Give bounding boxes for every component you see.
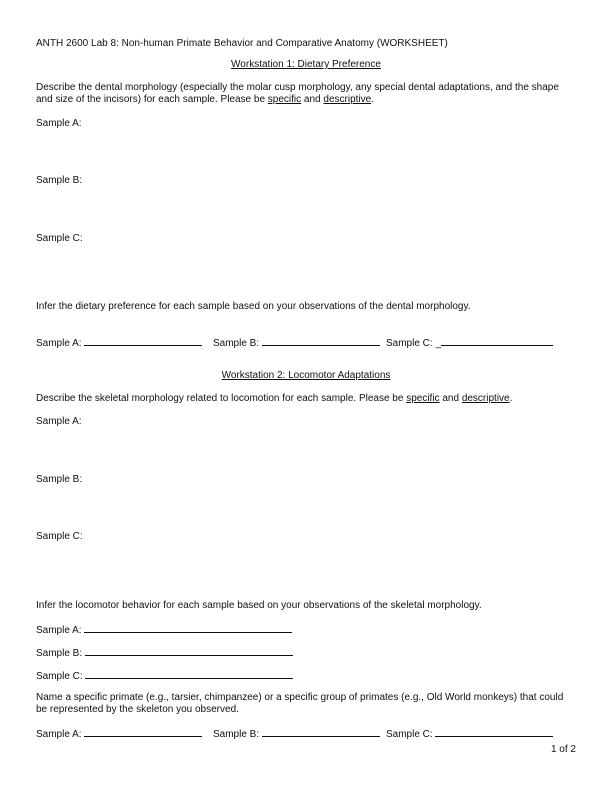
answer-label: Sample C:	[386, 729, 433, 740]
ws1-sample-b-label: Sample B:	[36, 175, 83, 186]
ws1-infer-prompt: Infer the dietary preference for each sample based on your observations of the dental morphology.	[36, 301, 471, 312]
answer-blank-c[interactable]	[441, 336, 553, 346]
workstation-1-instructions	[36, 82, 571, 106]
workstation-2-heading: Workstation 2: Locomotor Adaptations	[221, 370, 391, 381]
ws1-answer-b	[213, 336, 380, 350]
ws2-final-answer-c	[386, 727, 553, 741]
period: .	[509, 393, 513, 404]
page-number: 1 of 2	[550, 744, 576, 755]
answer-blank-c[interactable]	[435, 727, 553, 737]
and-word: and	[439, 393, 462, 404]
answer-label: Sample B:	[213, 338, 260, 349]
ws2-name-question: Name a specific primate (e.g., tarsier, chimpanzee) or a specific group of primates (e.g., Old World monkeys) that could be represented by the skeleton you observed.	[36, 692, 564, 715]
answer-blank-a[interactable]	[84, 727, 202, 737]
answer-blank-c[interactable]	[85, 669, 293, 679]
answer-label: Sample B:	[213, 729, 260, 740]
ws2-answer-b	[36, 646, 293, 660]
answer-label: Sample C:	[36, 671, 83, 682]
specific-word: specific	[267, 94, 302, 105]
ws1-answer-c	[386, 336, 553, 350]
answer-label: Sample A:	[36, 338, 82, 349]
ws2-final-answer-a	[36, 727, 202, 741]
ws2-final-answer-b	[213, 727, 380, 741]
ws2-sample-c-label: Sample C:	[36, 531, 83, 542]
ws2-sample-a-label: Sample A:	[36, 416, 82, 427]
answer-label: Sample B:	[36, 648, 83, 659]
answer-label: Sample A:	[36, 625, 82, 636]
instructions-text: Describe the dental morphology (especially the molar cusp morphology, any special dental adaptations, and the shape and size of the incisors) for each sample. Please be	[36, 82, 559, 105]
ws2-sample-b-label: Sample B:	[36, 474, 83, 485]
answer-blank-b[interactable]	[262, 336, 380, 346]
ws1-sample-c-label: Sample C:	[36, 233, 83, 244]
ws2-answer-a	[36, 623, 292, 637]
descriptive-word: descriptive	[323, 94, 372, 105]
workstation-2-instructions	[36, 393, 512, 405]
answer-label: Sample C: _	[386, 338, 442, 349]
ws1-answer-a	[36, 336, 202, 350]
ws2-answer-c	[36, 669, 293, 683]
period: .	[371, 94, 374, 105]
answer-blank-a[interactable]	[84, 623, 292, 633]
workstation-1-heading: Workstation 1: Dietary Preference	[231, 59, 381, 70]
answer-blank-b[interactable]	[262, 727, 380, 737]
descriptive-word: descriptive	[461, 393, 510, 404]
and-word: and	[301, 94, 324, 105]
answer-blank-b[interactable]	[85, 646, 293, 656]
instructions-text: Describe the skeletal morphology related to locomotion for each sample. Please be	[36, 393, 407, 404]
ws2-infer-prompt: Infer the locomotor behavior for each sample based on your observations of the skeletal morphology.	[36, 600, 482, 611]
answer-blank-a[interactable]	[84, 336, 202, 346]
ws1-sample-a-label: Sample A:	[36, 118, 82, 129]
answer-label: Sample A:	[36, 729, 82, 740]
specific-word: specific	[406, 393, 440, 404]
worksheet-title: ANTH 2600 Lab 8: Non-human Primate Behavior and Comparative Anatomy (WORKSHEET)	[36, 38, 448, 49]
